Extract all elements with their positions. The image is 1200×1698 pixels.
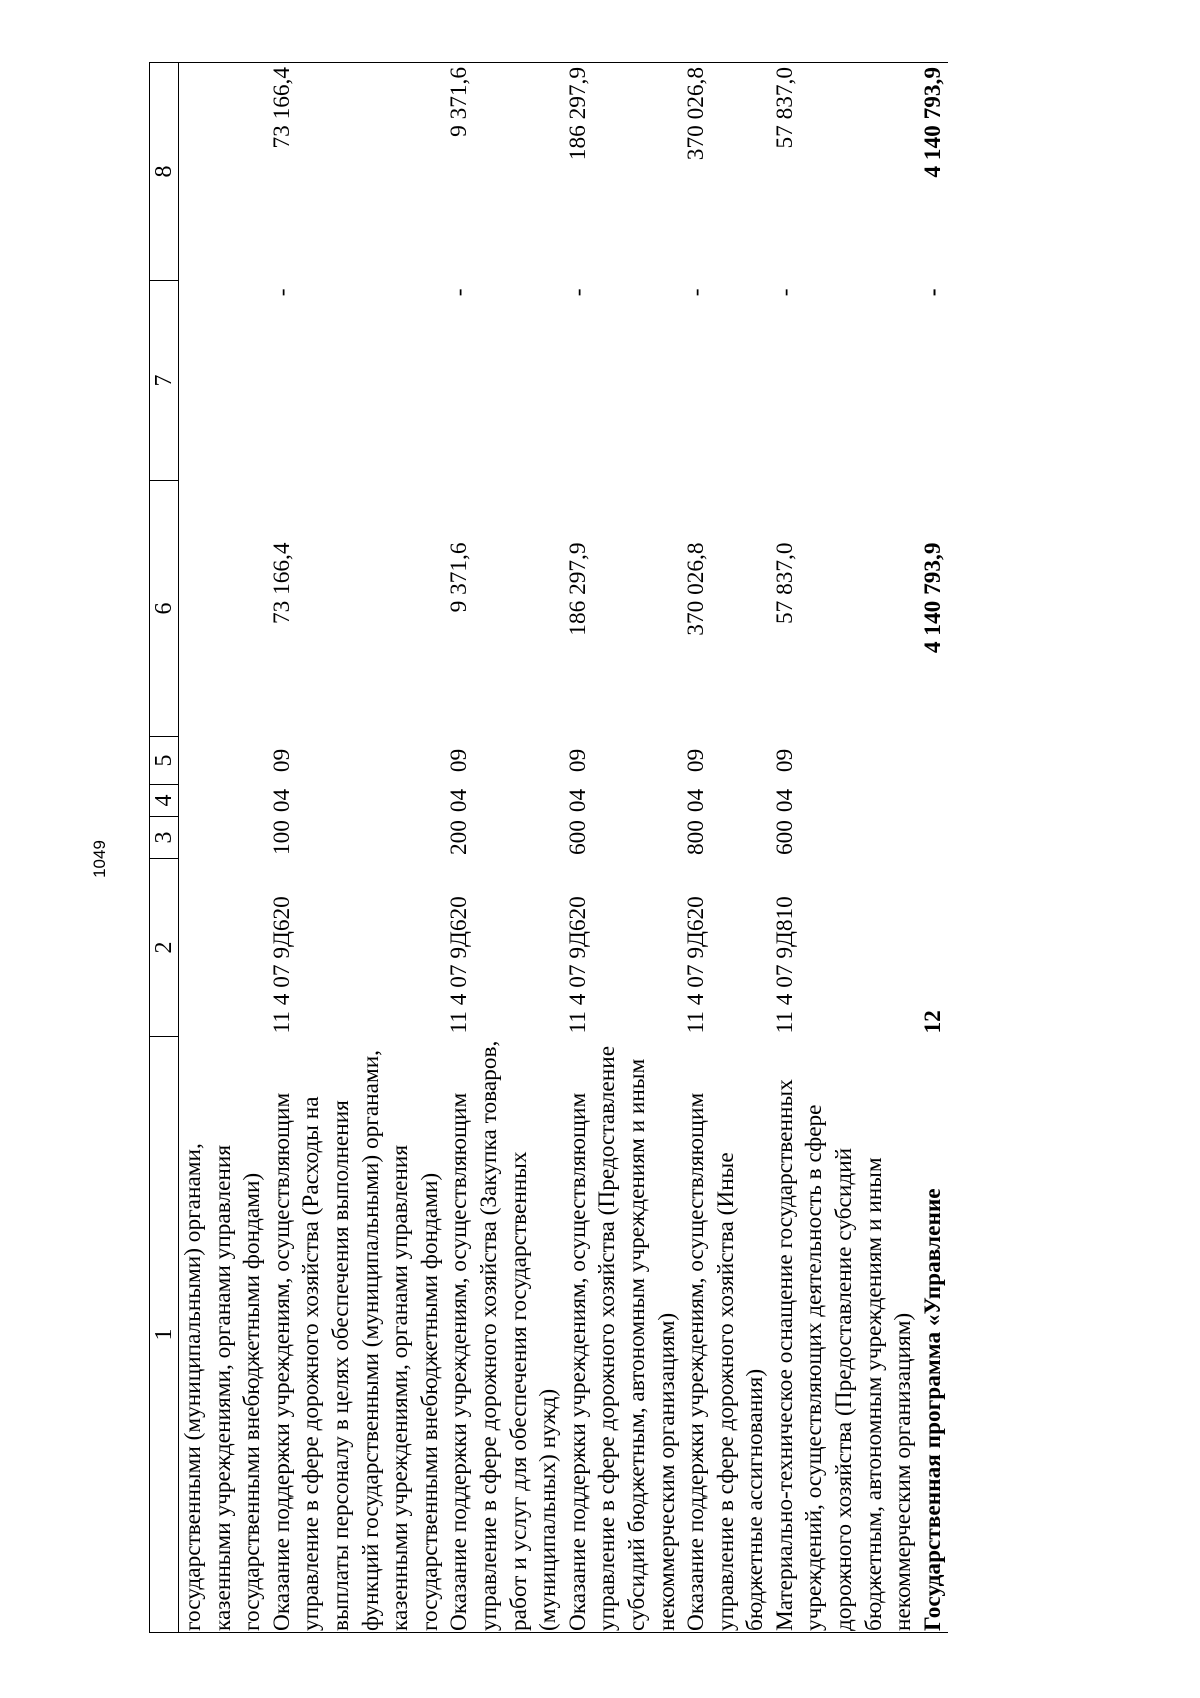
cell-rz: 04 — [564, 788, 591, 813]
cell-pr: 09 — [683, 748, 710, 773]
cell-vr — [179, 817, 268, 859]
cell-pr — [919, 737, 949, 785]
page-number — [85, 840, 115, 878]
cell-name: Оказание поддержки учреждениям, осуществляющим управление в сфере дорожного хозяйства (Иные бюджетные ассигнования) — [682, 1037, 771, 1633]
cell-pr: 09 — [564, 748, 591, 773]
cell-name: Оказание поддержки учреждениям, осуществляющим управление в сфере дорожного хозяйства (Расходы на выплаты персоналу в целях обеспечения выполнения функций государственными (муниципальными) органами, казенными учреждениями, органами управления государственными внебюджетными фондами) — [268, 1037, 446, 1633]
cell-name: Оказание поддержки учреждениям, осуществляющим управление в сфере дорожного хозяйства (Закупка товаров, работ и услуг для обеспечения государственных (муниципальных) нужд) — [445, 1037, 563, 1633]
cell-col6 — [179, 481, 268, 737]
cell-col7: - — [771, 288, 798, 297]
table-row — [179, 63, 268, 1633]
cell-col7: - — [446, 288, 473, 297]
cell-rz: 04 — [771, 788, 798, 813]
header-col-5: 5 — [150, 737, 179, 785]
cell-rz — [919, 785, 949, 817]
header-row — [150, 63, 179, 1633]
cell-col6: 73 166,4 — [268, 542, 295, 625]
header-col-1: 1 — [150, 1037, 179, 1633]
cell-col7: - — [564, 288, 591, 297]
cell-pr: 09 — [771, 748, 798, 773]
cell-col6: 4 140 793,9 — [919, 542, 946, 654]
header-col-7: 7 — [150, 281, 179, 481]
header-col-3: 3 — [150, 817, 179, 859]
cell-col8: 4 140 793,9 — [919, 63, 949, 281]
table-body — [179, 63, 949, 1633]
cell-code: 11 4 07 9Д620 — [268, 896, 295, 1034]
cell-col8: 9 371,6 — [445, 63, 563, 281]
cell-pr: 09 — [446, 748, 473, 773]
cell-col6: 186 297,9 — [564, 542, 591, 636]
cell-col6: 370 026,8 — [683, 542, 710, 636]
table-row — [445, 63, 563, 1633]
cell-vr: 800 — [683, 820, 710, 855]
table-row — [771, 63, 919, 1633]
header-col-2: 2 — [150, 859, 179, 1037]
cell-vr — [919, 817, 949, 859]
header-col-4: 4 — [150, 785, 179, 817]
header-col-8: 8 — [150, 63, 179, 281]
cell-pr — [179, 737, 268, 785]
cell-code: 11 4 07 9Д620 — [683, 896, 710, 1034]
table-row — [682, 63, 771, 1633]
cell-rz: 04 — [268, 788, 295, 813]
cell-col7: - — [919, 288, 946, 297]
table-row — [268, 63, 446, 1633]
cell-code — [179, 859, 268, 1037]
cell-vr: 200 — [446, 820, 473, 855]
cell-col8: 73 166,4 — [268, 63, 446, 281]
cell-code: 11 4 07 9Д620 — [446, 896, 473, 1034]
cell-rz — [179, 785, 268, 817]
cell-col8: 186 297,9 — [564, 63, 682, 281]
cell-vr: 100 — [268, 820, 295, 855]
cell-rz: 04 — [683, 788, 710, 813]
cell-rz: 04 — [446, 788, 473, 813]
cell-code: 12 — [919, 1010, 946, 1034]
cell-code: 11 4 07 9Д620 — [564, 896, 591, 1034]
cell-col7 — [179, 281, 268, 481]
cell-name: государственными (муниципальными) органами, казенными учреждениями, органами управления государственными внебюджетными фондами) — [179, 1037, 268, 1633]
cell-col8 — [179, 63, 268, 281]
budget-table — [149, 62, 948, 1633]
cell-col6: 9 371,6 — [446, 542, 473, 613]
cell-code: 11 4 07 9Д810 — [771, 896, 798, 1034]
cell-name: Государственная программа «Управление — [919, 1037, 949, 1633]
cell-col6: 57 837,0 — [771, 542, 798, 625]
cell-col7: - — [268, 288, 295, 297]
cell-vr: 600 — [771, 820, 798, 855]
table-row — [564, 63, 682, 1633]
cell-col7: - — [683, 288, 710, 297]
cell-vr: 600 — [564, 820, 591, 855]
table-row — [919, 63, 949, 1633]
header-col-6: 6 — [150, 481, 179, 737]
cell-pr: 09 — [268, 748, 295, 773]
rotated-table-container — [149, 63, 1057, 1633]
page-number-text: 1049 — [90, 840, 109, 878]
cell-col8: 370 026,8 — [682, 63, 771, 281]
cell-name: Материально-техническое оснащение государственных учреждений, осуществляющих деятельность в сфере дорожного хозяйства (Предоставление субсидий бюджетным, автономным учреждениям и иным некоммерческим организациям) — [771, 1037, 919, 1633]
cell-col8: 57 837,0 — [771, 63, 919, 281]
cell-name: Оказание поддержки учреждениям, осуществляющим управление в сфере дорожного хозяйства (Предоставление субсидий бюджетным, автономным учреждениям и иным некоммерческим организациям) — [564, 1037, 682, 1633]
